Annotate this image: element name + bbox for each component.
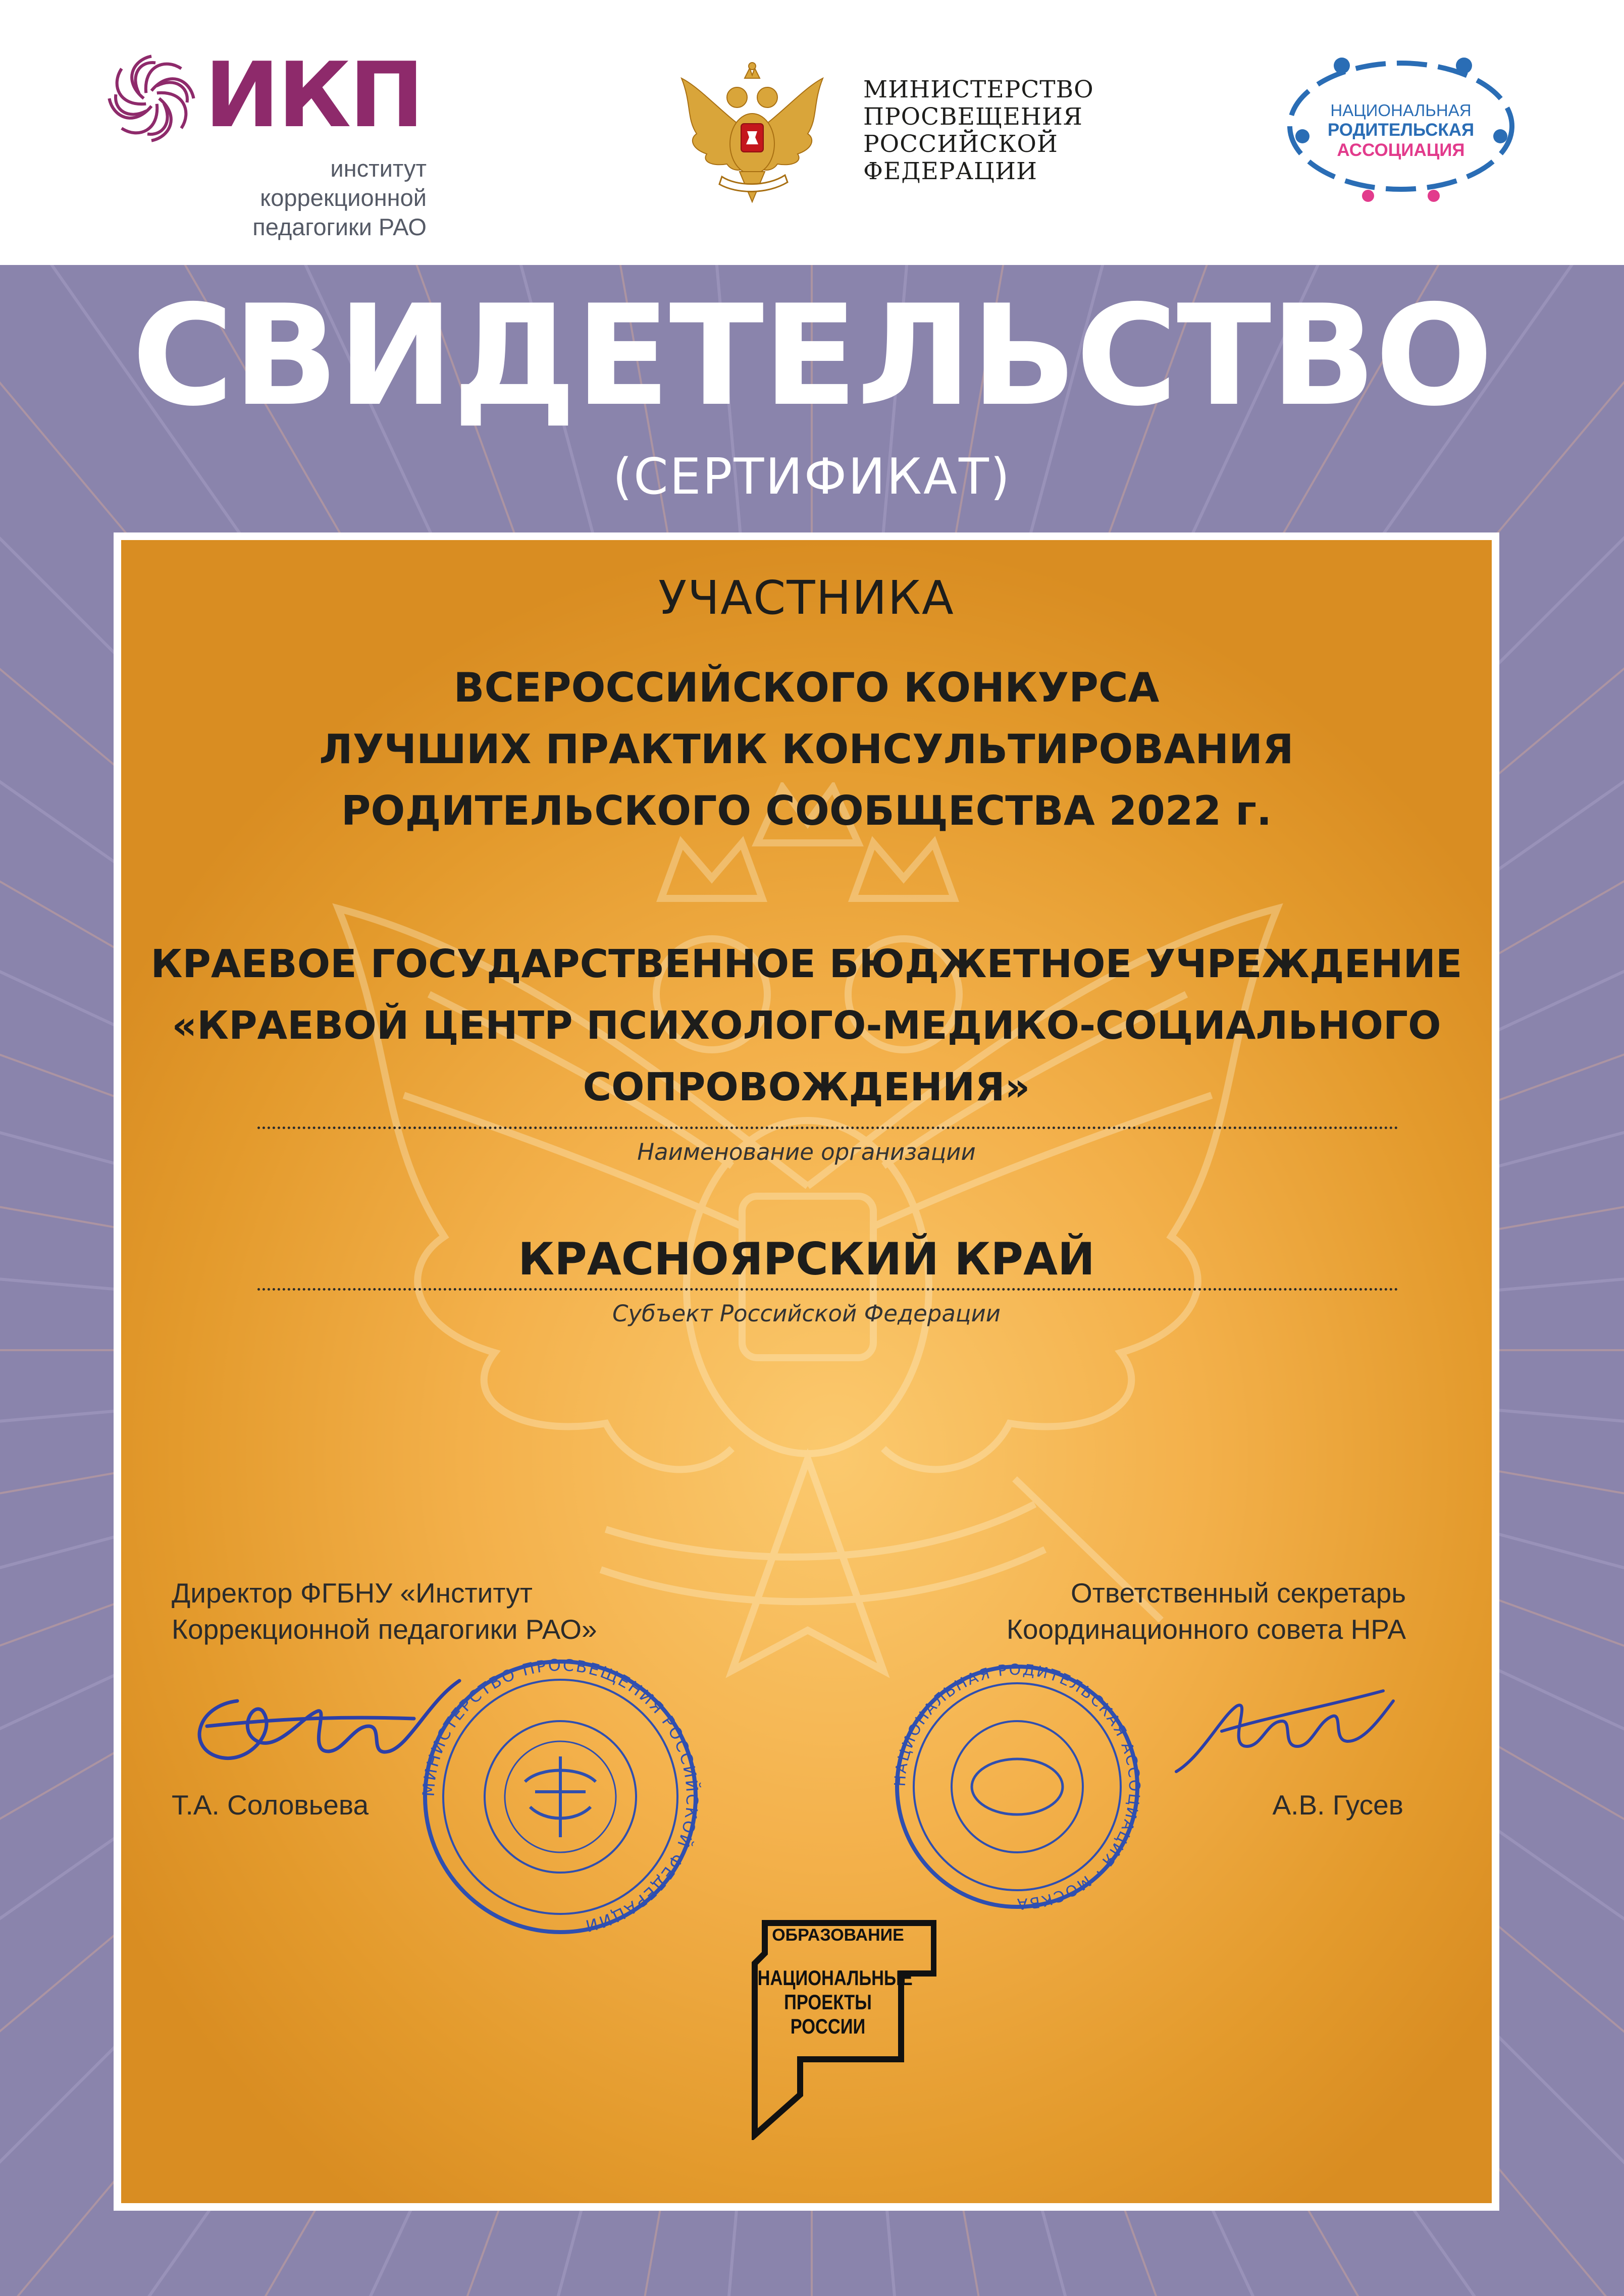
region-name: КРАСНОЯРСКИЙ КРАЙ — [518, 1233, 1095, 1285]
contest-line: ВСЕРОССИЙСКОГО КОНКУРСА — [453, 664, 1160, 711]
national-projects-edu-label: ОБРАЗОВАНИЕ — [772, 1926, 904, 1945]
organization-line: «КРАЕВОЙ ЦЕНТР ПСИХОЛОГО-МЕДИКО-СОЦИАЛЬНОГО — [172, 1003, 1441, 1048]
left-signatory-title-line: Коррекционной педагогики РАО» — [172, 1614, 597, 1645]
ikp-logo-letters: ИКП — [204, 43, 423, 147]
right-signatory-title — [1007, 1575, 1406, 1647]
certificate-panel — [121, 540, 1492, 2203]
region-underline — [257, 1288, 1398, 1291]
organization-underline — [257, 1127, 1398, 1129]
right-signatory-name: А.В. Гусев — [1272, 1789, 1403, 1821]
nra-logo — [1282, 50, 1520, 202]
ikp-caption-line: институт — [330, 155, 427, 182]
national-projects-line: НАЦИОНАЛЬНЫЕ — [757, 1966, 913, 1990]
ikp-caption-line: коррекционной — [260, 184, 427, 211]
national-projects-line: ПРОЕКТЫ — [784, 1990, 872, 2014]
contest-line: ЛУЧШИХ ПРАКТИК КОНСУЛЬТИРОВАНИЯ — [319, 726, 1294, 773]
organization-line: СОПРОВОЖДЕНИЯ» — [583, 1065, 1030, 1110]
ministry-caption — [863, 76, 1094, 185]
svg-text:НАЦИОНАЛЬНАЯ РОДИТЕЛЬСКАЯ АССО — [892, 1661, 1143, 1912]
national-projects-line: РОССИИ — [790, 2014, 866, 2038]
ministry-logo — [661, 58, 1094, 209]
right-signatory-title-line: Ответственный секретарь — [1071, 1577, 1406, 1609]
nra-line-3: АССОЦИАЦИЯ — [1337, 140, 1465, 160]
header — [0, 0, 1624, 265]
ministry-caption-line: ФЕДЕРАЦИИ — [863, 157, 1038, 185]
stamp-right-text: НАЦИОНАЛЬНАЯ РОДИТЕЛЬСКАЯ АССОЦИАЦИЯ · МОСКВА — [891, 1661, 1143, 1913]
left-handwritten-signature — [177, 1671, 469, 1782]
participant-label: УЧАСТНИКА — [658, 571, 955, 625]
organization-name — [121, 934, 1492, 1118]
ministry-caption-line: ПРОСВЕЩЕНИЯ — [863, 103, 1083, 131]
certificate-title: СВИДЕТЕЛЬСТВО — [132, 275, 1492, 437]
left-signatory-name: Т.А. Соловьева — [172, 1789, 369, 1821]
ikp-logo — [103, 43, 427, 240]
right-handwritten-signature — [1161, 1671, 1398, 1792]
organization-caption: Наименование организации — [637, 1139, 976, 1165]
left-signatory-title — [172, 1575, 597, 1647]
double-headed-eagle-icon — [661, 58, 843, 209]
contest-name — [121, 657, 1492, 842]
region-caption: Субъект Российской Федерации — [612, 1300, 1001, 1327]
national-projects-name — [757, 1966, 913, 2039]
stamp-left-text: МИНИСТЕРСТВО ПРОСВЕЩЕНИЯ РОССИЙСКОЙ ФЕДЕРАЦИИ — [419, 1656, 702, 1936]
nra-stamp-icon — [891, 1661, 1143, 1913]
right-signatory-title-line: Координационного совета НРА — [1006, 1614, 1406, 1645]
contest-line: РОДИТЕЛЬСКОГО СООБЩЕСТВА 2022 г. — [341, 787, 1272, 834]
ikp-logo-caption — [144, 154, 427, 242]
certificate-subtitle: (СЕРТИФИКАТ) — [612, 448, 1012, 506]
nra-logo-text — [1282, 101, 1520, 161]
nra-line-2: РОДИТЕЛЬСКАЯ — [1327, 120, 1475, 140]
ministry-caption-line: МИНИСТЕРСТВО — [863, 76, 1094, 103]
ikp-caption-line: педагогики РАО — [252, 213, 427, 240]
left-signatory-title-line: Директор ФГБНУ «Институт — [172, 1577, 533, 1609]
ikp-swirl-icon — [103, 50, 199, 146]
ministry-caption-line: РОССИЙСКОЙ — [863, 130, 1058, 158]
organization-line: КРАЕВОЕ ГОСУДАРСТВЕННОЕ БЮДЖЕТНОЕ УЧРЕЖДЕНИЕ — [150, 942, 1462, 987]
nra-line-1: НАЦИОНАЛЬНАЯ — [1330, 101, 1472, 120]
